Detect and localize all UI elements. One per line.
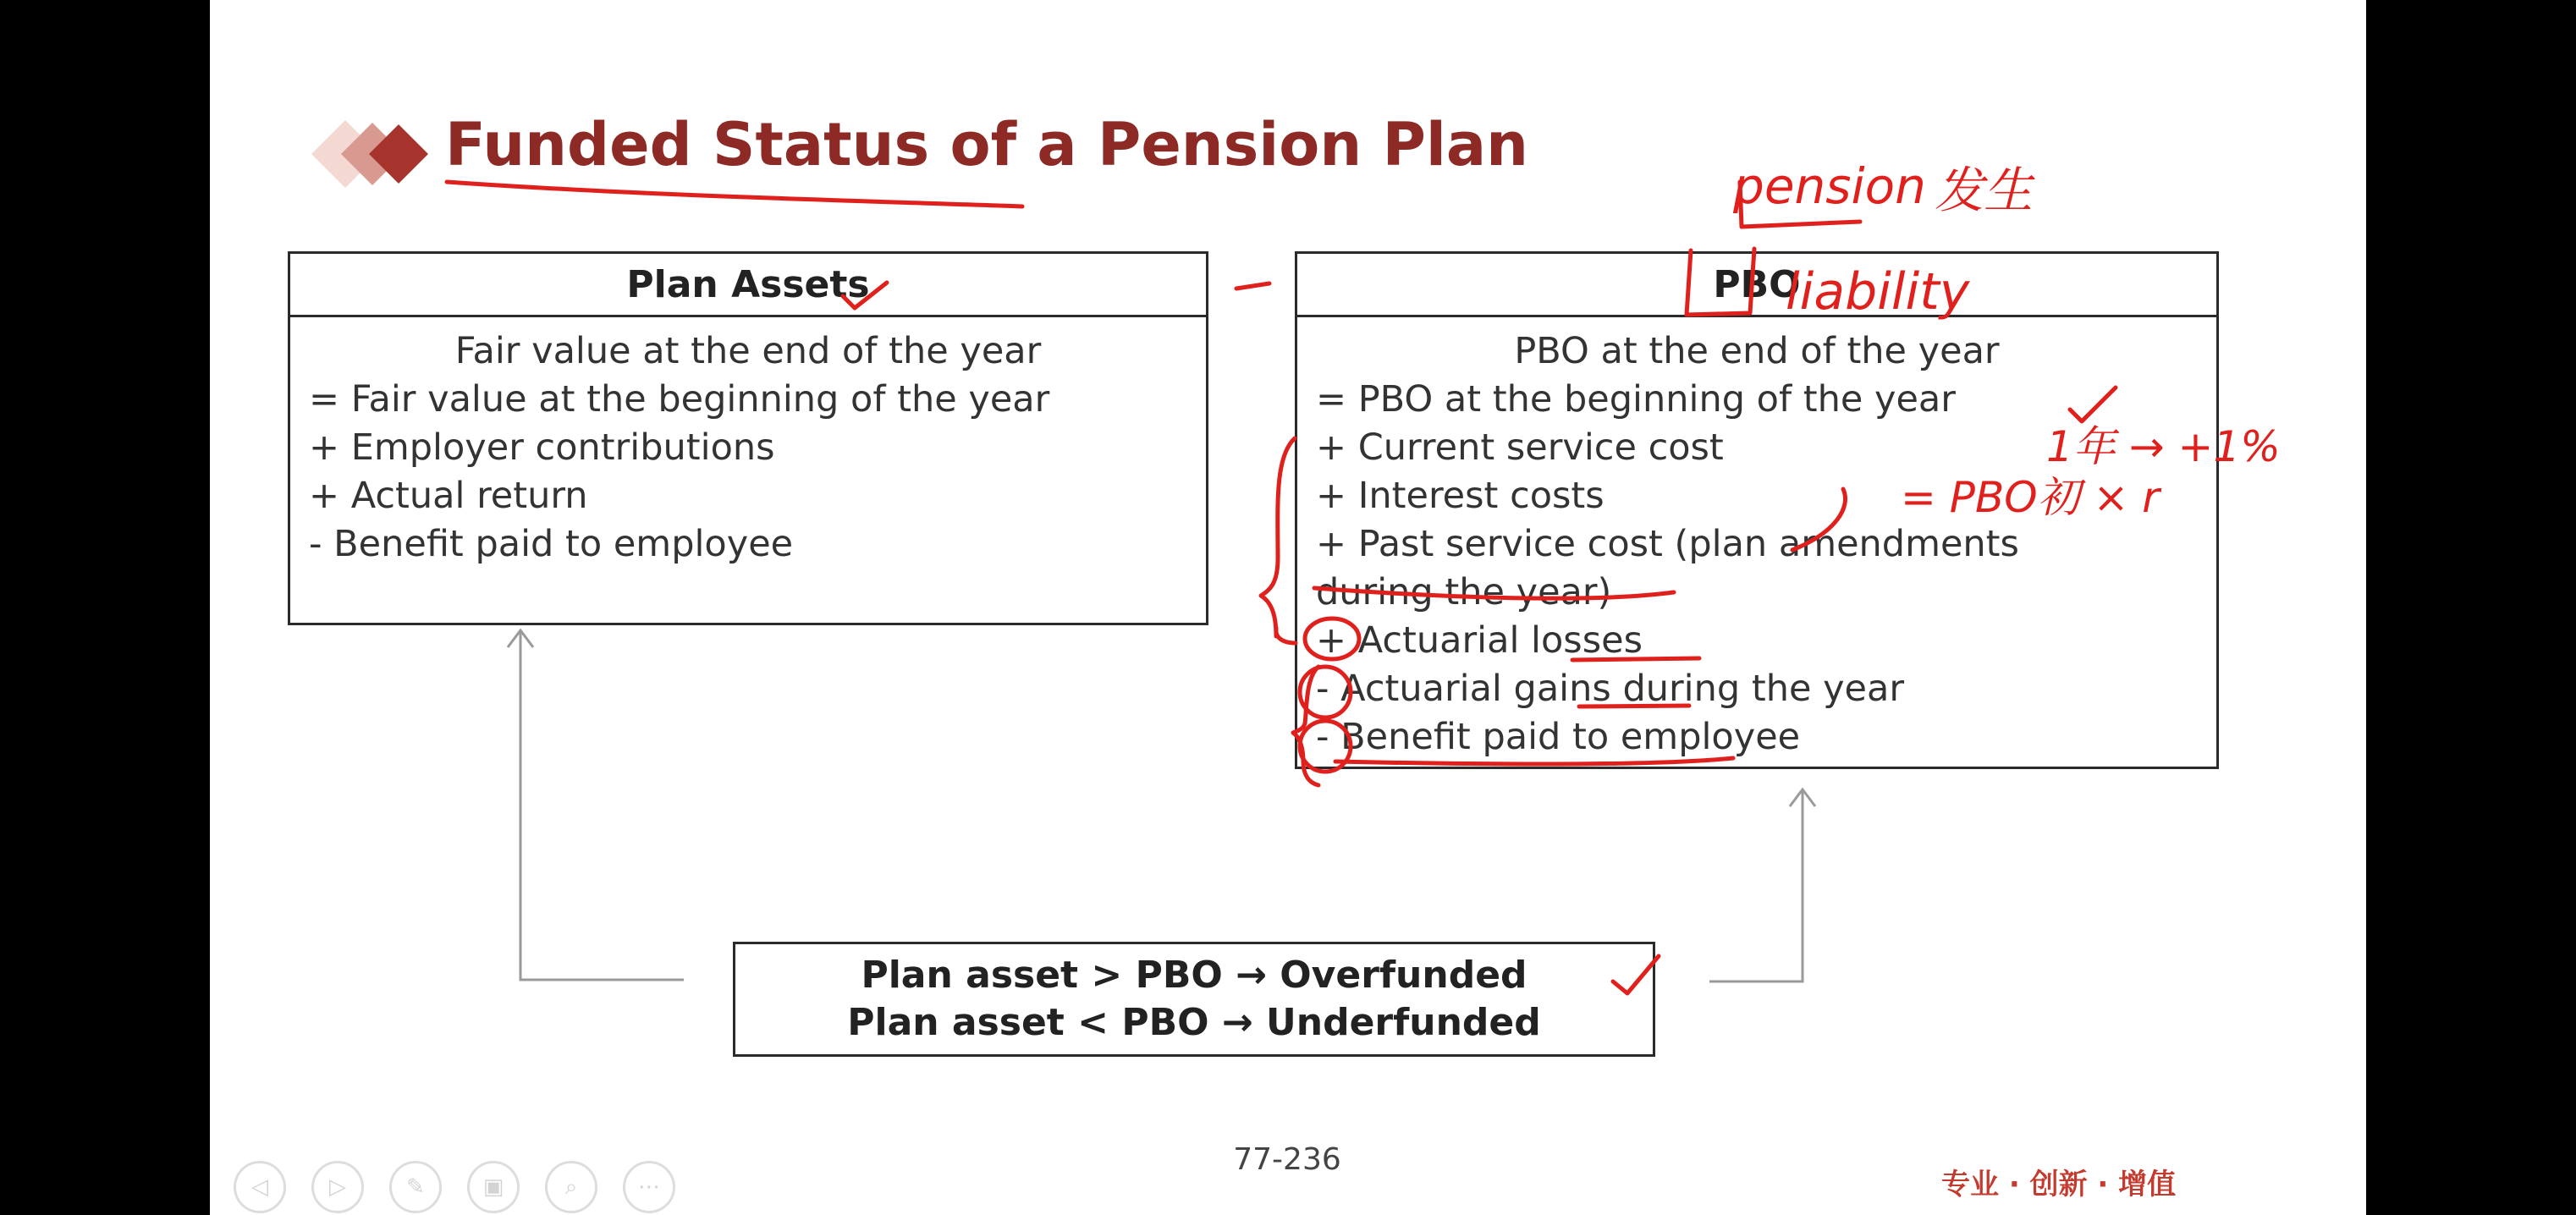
- prev-icon[interactable]: ◁: [234, 1161, 286, 1213]
- plan-assets-header: Plan Assets: [290, 254, 1206, 317]
- pbo-line: + Past service cost (plan amendments during the year): [1316, 523, 2019, 613]
- play-icon[interactable]: ▷: [311, 1161, 364, 1213]
- slide-title: Funded Status of a Pension Plan: [445, 110, 1528, 179]
- pbo-line: + Actuarial losses: [1316, 619, 1643, 662]
- pbo-line: = PBO at the beginning of the year: [1316, 378, 1956, 421]
- handwritten-service-cost-note: 1年 → +1%: [2046, 422, 2281, 471]
- pbo-line: + Current service cost: [1316, 426, 1724, 469]
- plan-assets-body: [290, 317, 1206, 569]
- more-icon[interactable]: ⋯: [623, 1161, 675, 1213]
- pen-icon[interactable]: ✎: [389, 1161, 442, 1213]
- brand-slogan: 专业 · 创新 · 增值: [1941, 1168, 2177, 1201]
- plan-assets-line: + Employer contributions: [309, 426, 775, 469]
- pbo-header: PBO: [1297, 254, 2216, 317]
- handwritten-pension: pension: [1733, 157, 1926, 215]
- plan-assets-line: - Benefit paid to employee: [309, 523, 794, 565]
- screen-icon[interactable]: ▣: [467, 1161, 520, 1213]
- underfunded-rule: Plan asset < PBO → Underfunded: [847, 1001, 1541, 1044]
- slide-number: 77-236: [1233, 1142, 1341, 1177]
- plan-assets-box: [288, 251, 1208, 625]
- plan-assets-line: Fair value at the end of the year: [454, 330, 1042, 372]
- handwritten-pension-cn: 发生: [1935, 162, 2034, 219]
- overfunded-rule: Plan asset > PBO → Overfunded: [861, 954, 1527, 997]
- plan-assets-line: + Actual return: [309, 475, 588, 517]
- funded-status-result-box: [733, 942, 1655, 1057]
- plan-assets-line: = Fair value at the beginning of the year: [309, 378, 1050, 421]
- pbo-line: PBO at the end of the year: [1514, 330, 2000, 372]
- handwritten-interest-note: = PBO初 × r: [1901, 473, 2160, 522]
- handwritten-liability: liability: [1786, 262, 1970, 322]
- pbo-line: + Interest costs: [1316, 475, 1604, 517]
- pbo-box: [1295, 251, 2219, 769]
- slide: [210, 0, 2366, 1215]
- pbo-body: [1297, 317, 2216, 761]
- player-controls: [234, 1161, 675, 1213]
- title-diamonds-icon: [278, 112, 430, 196]
- zoom-icon[interactable]: ⌕: [545, 1161, 597, 1213]
- pbo-line: - Benefit paid to employee: [1316, 716, 1801, 758]
- pbo-line: - Actuarial gains during the year: [1316, 668, 1905, 710]
